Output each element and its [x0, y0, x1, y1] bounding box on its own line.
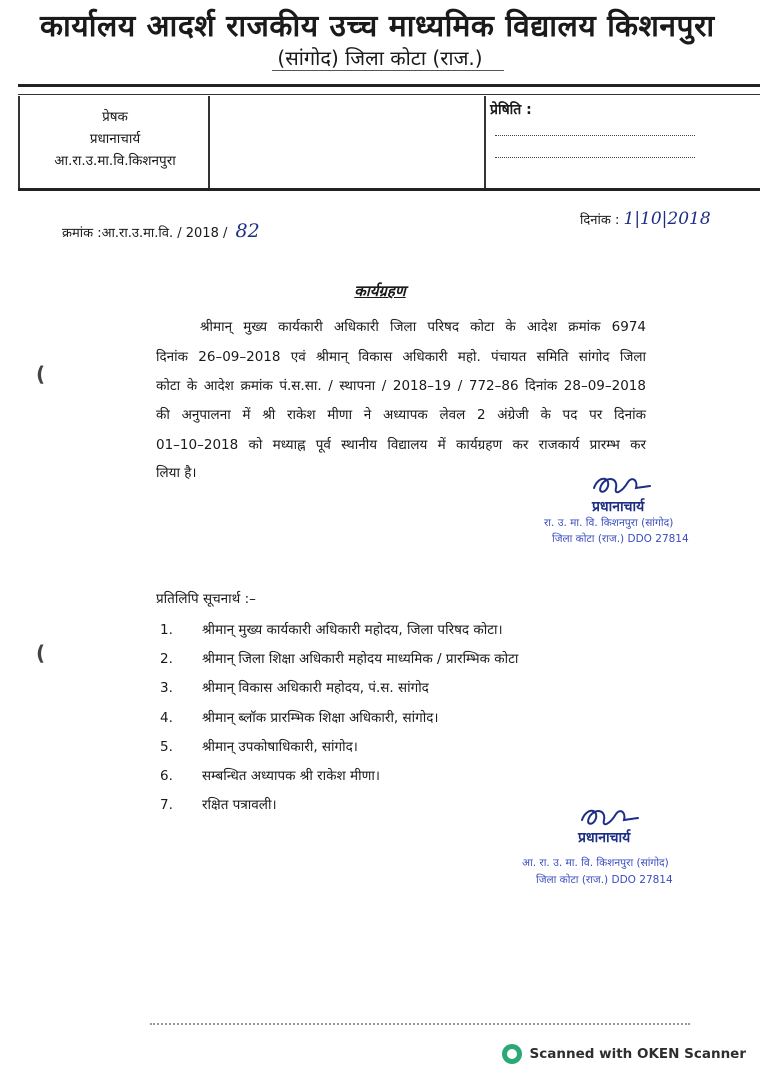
header-top-rule [18, 84, 760, 87]
body-line: श्रीमान् मुख्य कार्यकारी अधिकारी जिला परिषद कोटा के आदेश क्रमांक 6974 [200, 319, 646, 335]
list-item [160, 649, 518, 667]
list-item [160, 795, 277, 813]
reference-number-row [62, 220, 260, 242]
list-item-number: 2. [160, 651, 173, 667]
body-line: की अनुपालना में श्री राकेश मीणा ने अध्यापक लेवल 2 अंग्रेजी के पद पर दिनांक [156, 407, 646, 423]
sender-block [22, 106, 208, 172]
list-item-text: श्रीमान् ब्लॉक प्रारम्भिक शिक्षा अधिकारी, सांगोद। [202, 710, 439, 726]
school-address: (सांगोद) जिला कोटा (राज.) [277, 46, 483, 70]
sender-right-border [208, 96, 210, 188]
list-item [160, 678, 429, 696]
recipient-left-border [484, 96, 486, 188]
list-item-number: 1. [160, 622, 173, 638]
sender-label: प्रेषक [102, 109, 128, 125]
body-line: दिनांक 26–09–2018 एवं श्रीमान् विकास अधिकारी महो. पंचायत समिति सांगोद जिला [156, 349, 646, 365]
recipient-dotted-line-1 [495, 135, 695, 136]
subject-heading: कार्यग्रहण [354, 282, 406, 300]
oken-scanner-logo-icon [502, 1044, 522, 1064]
address-underline [272, 70, 504, 71]
signature-1-title: प्रधानाचार्य [592, 499, 645, 515]
list-item-text: श्रीमान् जिला शिक्षा अधिकारी महोदय माध्यमिक / प्रारम्भिक कोटा [202, 651, 519, 667]
punch-hole-mark-icon: ( [36, 362, 46, 386]
list-item-number: 6. [160, 768, 173, 784]
list-item-number: 7. [160, 797, 173, 813]
date-label: दिनांक : [580, 213, 620, 228]
list-item [160, 708, 439, 726]
signature-2-stamp-line: जिला कोटा (राज.) DDO 27814 [536, 874, 673, 886]
sender-left-border [18, 96, 20, 188]
list-item-text: श्रीमान् विकास अधिकारी महोदय, पं.स. सांगोद [202, 680, 429, 696]
header-bottom-rule [18, 188, 760, 191]
list-item [160, 737, 358, 755]
signature-2-stamp-line: आ. रा. उ. मा. वि. किशनपुरा (सांगोद) [522, 857, 669, 869]
list-item-text: रक्षित पत्रावली। [202, 797, 277, 813]
header-inner-rule [18, 94, 760, 95]
date-row [580, 209, 711, 229]
body-line: कोटा के आदेश क्रमांक पं.स.सा. / स्थापना / 2018–19 / 772–86 दिनांक 28–09–2018 [156, 378, 646, 394]
list-item-number: 3. [160, 680, 173, 696]
body-line: लिया है। [156, 465, 197, 481]
list-item-number: 5. [160, 739, 173, 755]
recipient-label: प्रेषिति : [490, 102, 532, 118]
list-item-text: सम्बन्धित अध्यापक श्री राकेश मीणा। [202, 768, 380, 784]
sender-designation: प्रधानाचार्य [89, 131, 141, 147]
faded-bottom-marks [150, 1023, 690, 1025]
list-item-text: श्रीमान् उपकोषाधिकारी, सांगोद। [202, 739, 358, 755]
recipient-dotted-line-2 [495, 157, 695, 158]
date-value: 1|10|2018 [623, 209, 711, 229]
list-item-text: श्रीमान् मुख्य कार्यकारी अधिकारी महोदय, जिला परिषद कोटा। [202, 622, 503, 638]
signature-1-stamp-line: रा. उ. मा. वि. किशनपुरा (सांगोद) [544, 517, 674, 529]
list-item-number: 4. [160, 710, 173, 726]
signature-2-title: प्रधानाचार्य [578, 830, 631, 846]
signature-1-stamp-line: जिला कोटा (राज.) DDO 27814 [552, 533, 689, 545]
reference-number: 82 [235, 220, 260, 242]
body-line: 01–10–2018 को मध्याह्न पूर्व स्थानीय विद्यालय में कार्यग्रहण कर राजकार्य प्रारम्भ कर [156, 437, 646, 453]
list-item [160, 620, 503, 638]
list-item [160, 766, 380, 784]
signature-1-icon [588, 470, 658, 500]
scanner-watermark [502, 1044, 746, 1064]
scanner-watermark-text: Scanned with OKEN Scanner [529, 1046, 746, 1062]
school-name-heading: कार्यालय आदर्श राजकीय उच्च माध्यमिक विद्यालय किशनपुरा [40, 9, 715, 44]
sender-school: आ.रा.उ.मा.वि.किशनपुरा [54, 153, 176, 169]
punch-hole-mark-icon: ( [36, 641, 46, 665]
copy-list-heading: प्रतिलिपि सूचनार्थ :– [156, 591, 256, 607]
reference-prefix: क्रमांक :आ.रा.उ.मा.वि. / 2018 / [62, 226, 228, 241]
